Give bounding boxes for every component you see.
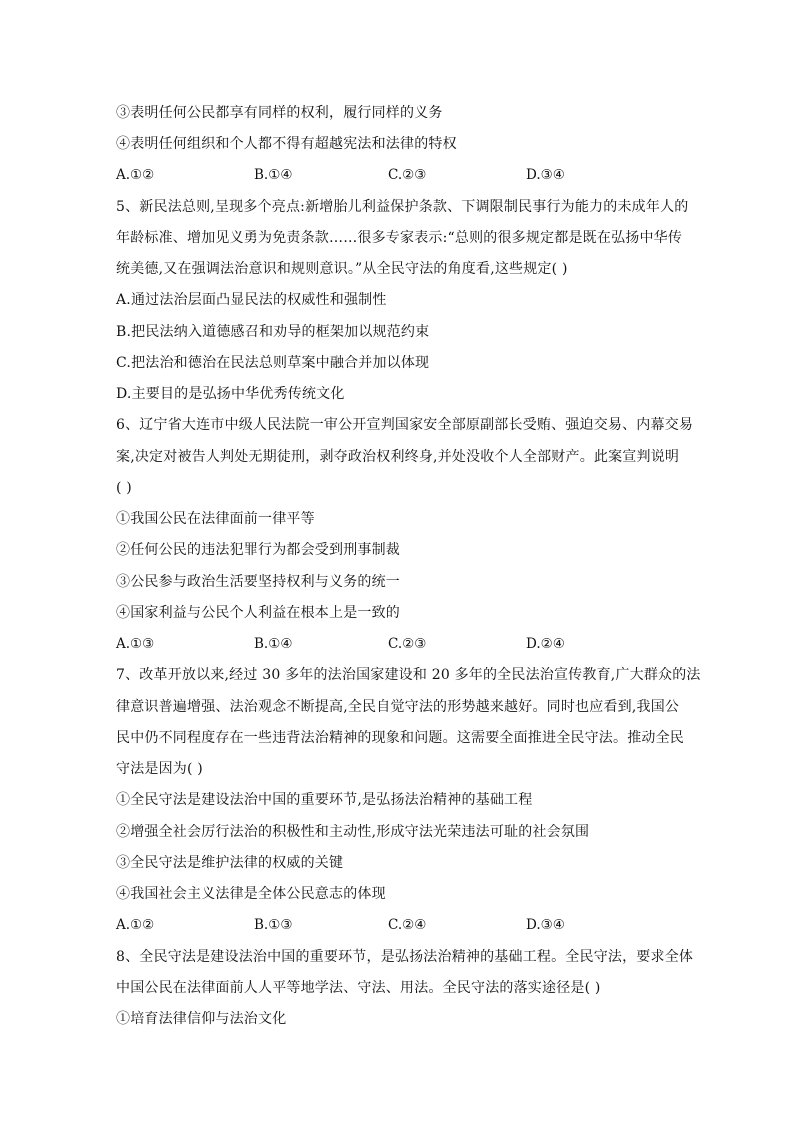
- q4-option-c: C.②③: [388, 167, 427, 183]
- q6-item-2: ②任何公民的违法犯罪行为都会受到刑事制裁: [116, 542, 400, 558]
- q8-stem-line-2: 中国公民在法律面前人人平等地学法、守法、用法。全民守法的落实途径是( ): [116, 980, 601, 996]
- q5-stem-line-1: 5、新民法总则,呈现多个亮点:新增胎儿利益保护条款、下调限制民事行为能力的未成年人的: [116, 199, 689, 215]
- q6-stem-line-1: 6、辽宁省大连市中级人民法院一审公开宣判国家安全部原副部长受贿、强迫交易、内幕交易: [116, 417, 694, 433]
- q7-item-4: ④我国社会主义法律是全体公民意志的体现: [116, 886, 386, 902]
- q4-option-a: A.①②: [116, 167, 155, 183]
- q7-item-1: ①全民守法是建设法治中国的重要环节,是弘扬法治精神的基础工程: [116, 792, 533, 808]
- q7-stem-line-2: 律意识普遍增强、法治观念不断提高,全民自觉守法的形势越来越好。同时也应看到,我国公: [116, 699, 680, 715]
- q4-item-3: ③表明任何公民都享有同样的权利，履行同样的义务: [116, 105, 443, 121]
- q5-option-a: A.通过法治层面凸显民法的权威性和强制性: [116, 292, 387, 308]
- q4-options: [116, 166, 676, 184]
- q6-item-1: ①我国公民在法律面前一律平等: [116, 511, 315, 527]
- q7-item-2: ②增强全社会厉行法治的积极性和主动性,形成守法光荣违法可耻的社会氛围: [116, 824, 590, 840]
- q5-option-d: D.主要目的是弘扬中华优秀传统文化: [116, 386, 345, 402]
- q6-item-3: ③公民参与政治生活要坚持权利与义务的统一: [116, 574, 400, 590]
- q5-stem-line-3: 统美德,又在强调法治意识和规则意识。”从全民守法的角度看,这些规定( ): [116, 261, 568, 277]
- q6-options: [116, 635, 676, 653]
- q6-item-4: ④国家利益与公民个人利益在根本上是一致的: [116, 605, 400, 621]
- q4-option-b: B.①④: [254, 167, 293, 183]
- q7-stem-line-3: 民中仍不同程度存在一些违背法治精神的现象和问题。这需要全面推进全民守法。推动全民: [116, 730, 684, 746]
- q7-option-d: D.③④: [526, 917, 565, 933]
- q7-item-3: ③全民守法是维护法律的权威的关键: [116, 855, 344, 871]
- q6-option-d: D.②④: [526, 636, 565, 652]
- q7-option-b: B.①③: [254, 917, 293, 933]
- q6-option-b: B.①④: [254, 636, 293, 652]
- q5-option-b: B.把民法纳入道德感召和劝导的框架加以规范约束: [116, 324, 430, 340]
- q8-stem-line-1: 8、全民守法是建设法治中国的重要环节，是弘扬法治精神的基础工程。全民守法，要求全体: [116, 949, 694, 965]
- q7-stem-line-1: 7、改革开放以来,经过 30 多年的法治国家建设和 20 多年的全民法治宣传教育,广大群众的法: [116, 667, 701, 683]
- q5-option-c: C.把法治和德治在民法总则草案中融合并加以体现: [116, 355, 430, 371]
- q4-option-d: D.③④: [526, 167, 565, 183]
- q7-options: [116, 916, 676, 934]
- q6-option-c: C.②③: [388, 636, 427, 652]
- q8-item-1: ①培育法律信仰与法治文化: [116, 1011, 287, 1027]
- q7-stem-line-4: 守法是因为( ): [116, 761, 203, 777]
- q7-option-c: C.②④: [388, 917, 427, 933]
- q5-stem-line-2: 年龄标准、增加见义勇为免责条款……很多专家表示:“总则的很多规定都是既在弘扬中华传: [116, 230, 683, 246]
- q4-item-4: ④表明任何组织和个人都不得有超越宪法和法律的特权: [116, 136, 457, 152]
- q6-option-a: A.①③: [116, 636, 155, 652]
- q6-stem-line-2: 案,决定对被告人判处无期徒刑，剥夺政治权利终身,并处没收个人全部财产。此案宣判说明: [116, 449, 680, 465]
- q7-option-a: A.①②: [116, 917, 155, 933]
- q6-stem-line-3: ( ): [116, 480, 132, 496]
